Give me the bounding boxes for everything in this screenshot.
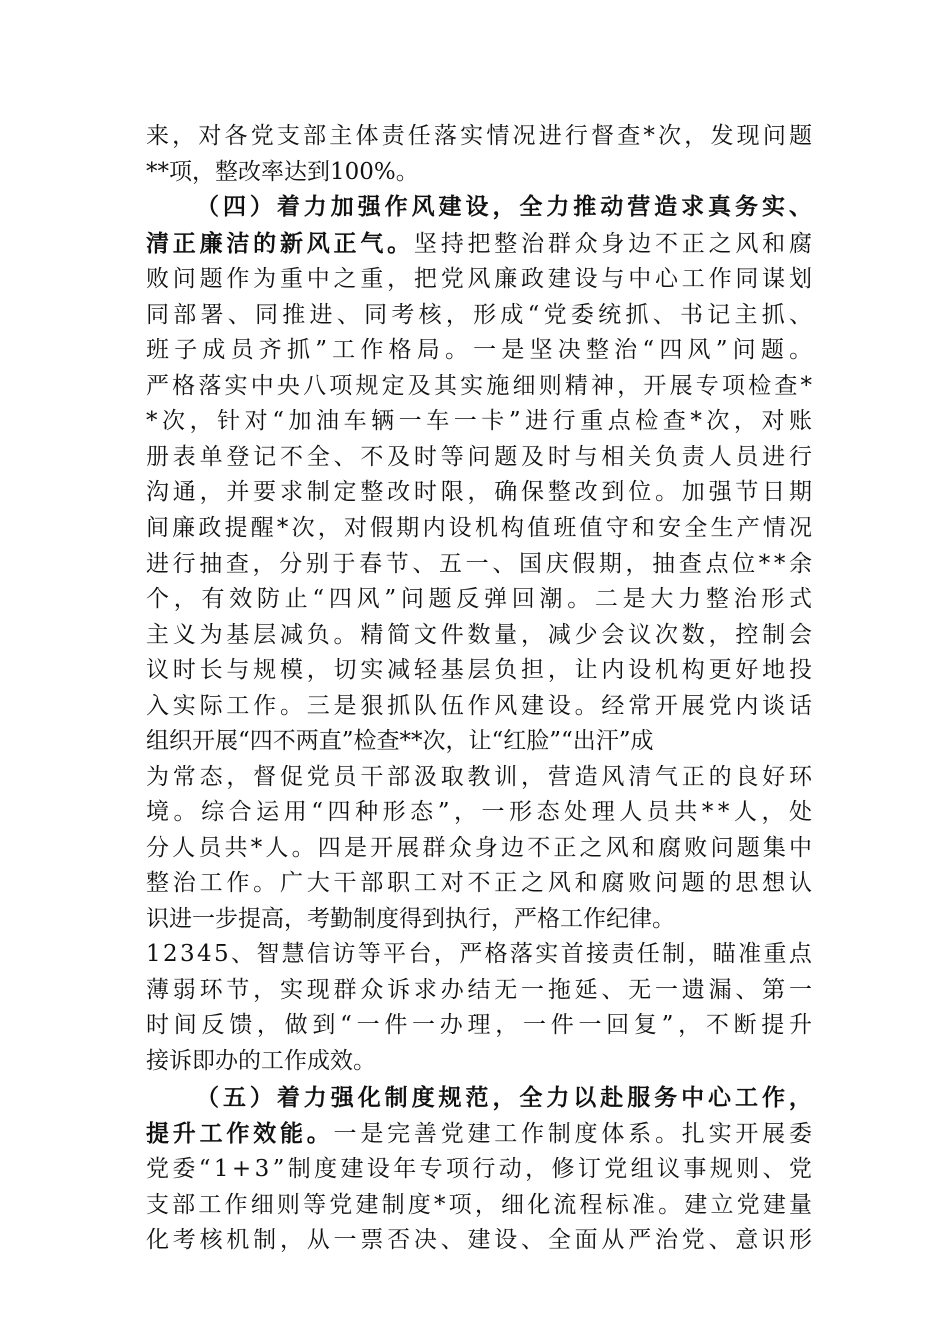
text-line: 化考核机制，从一票否决、建设、全面从严治党、意识形 bbox=[146, 1227, 816, 1253]
text-line: 时间反馈，做到“一件一办理，一件一回复”，不断提升 bbox=[146, 1012, 817, 1038]
text-line: 整治工作。广大干部职工对不正之风和腐败问题的思想认 bbox=[146, 870, 816, 896]
text-line: 进行抽查，分别于春节、五一、国庆假期，抽查点位**余 bbox=[146, 551, 816, 577]
section-heading-5: （五）着力强化制度规范，全力以赴服务中心工作， bbox=[196, 1084, 816, 1111]
text-line: 分人员共*人。四是开展群众身边不正之风和腐败问题集中 bbox=[146, 835, 816, 861]
text-line-rest: 一是完善党建工作制度体系。扎实开展委 bbox=[333, 1121, 816, 1147]
text-line: 败问题作为重中之重，把党风廉政建设与中心工作同谋划 bbox=[146, 266, 816, 292]
text-line: 识进一步提高，考勤制度得到执行，严格工作纪律。 bbox=[146, 906, 675, 932]
text-line: 入实际工作。三是狠抓队伍作风建设。经常开展党内谈话 bbox=[146, 693, 816, 719]
text-line: 班子成员齐抓”工作格局。一是坚决整治“四风”问题。 bbox=[146, 337, 818, 363]
text-line: 党委“1+3”制度建设年专项行动，修订党组议事规则、党 bbox=[146, 1156, 816, 1182]
text-line: 为常态，督促党员干部汲取教训，营造风清气正的良好环 bbox=[146, 764, 816, 790]
text-line: 同部署、同推进、同考核，形成“党委统抓、书记主抓、 bbox=[146, 302, 817, 328]
text-line: 组织开展“四不两直”检查**次，让“红脸”“出汗”成 bbox=[146, 728, 654, 754]
text-line bbox=[146, 1115, 816, 1153]
text-line: *次，针对“加油车辆一车一卡”进行重点检查*次，对账 bbox=[146, 408, 817, 434]
text-line: 间廉政提醒*次，对假期内设机构值班值守和安全生产情况 bbox=[146, 515, 816, 541]
text-line: 接诉即办的工作成效。 bbox=[146, 1048, 376, 1074]
section-heading-4-cont: 清正廉洁的新风正气。 bbox=[146, 230, 414, 257]
text-line: 严格落实中央八项规定及其实施细则精神，开展专项检查* bbox=[146, 373, 816, 399]
text-line: 册表单登记不全、不及时等问题及时与相关负责人员进行 bbox=[146, 444, 816, 470]
text-line: 支部工作细则等党建制度*项，细化流程标准。建立党建量 bbox=[146, 1192, 816, 1218]
text-line: 议时长与规模，切实减轻基层负担，让内设机构更好地投 bbox=[146, 657, 816, 683]
text-line bbox=[146, 225, 816, 263]
section-heading-4: （四）着力加强作风建设，全力推动营造求真务实、 bbox=[196, 193, 816, 220]
text-line: 境。综合运用“四种形态”，一形态处理人员共**人，处 bbox=[146, 799, 817, 825]
text-line: 薄弱环节，实现群众诉求办结无一拖延、无一遗漏、第一 bbox=[146, 977, 816, 1003]
text-line: 12345、智慧信访等平台，严格落实首接责任制，瞄准重点 bbox=[146, 941, 815, 967]
section-heading-5-cont: 提升工作效能。 bbox=[146, 1120, 334, 1147]
text-line: 主义为基层减负。精简文件数量，减少会议次数，控制会 bbox=[146, 622, 816, 648]
text-line: **项，整改率达到100%。 bbox=[146, 159, 419, 185]
text-line: 沟通，并要求制定整改时限，确保整改到位。加强节日期 bbox=[146, 479, 816, 505]
text-line: 个，有效防止“四风”问题反弹回潮。二是大力整治形式 bbox=[146, 586, 817, 612]
text-line-rest: 坚持把整治群众身边不正之风和腐 bbox=[413, 231, 816, 257]
text-line: 来，对各党支部主体责任落实情况进行督查*次，发现问题 bbox=[146, 123, 816, 149]
